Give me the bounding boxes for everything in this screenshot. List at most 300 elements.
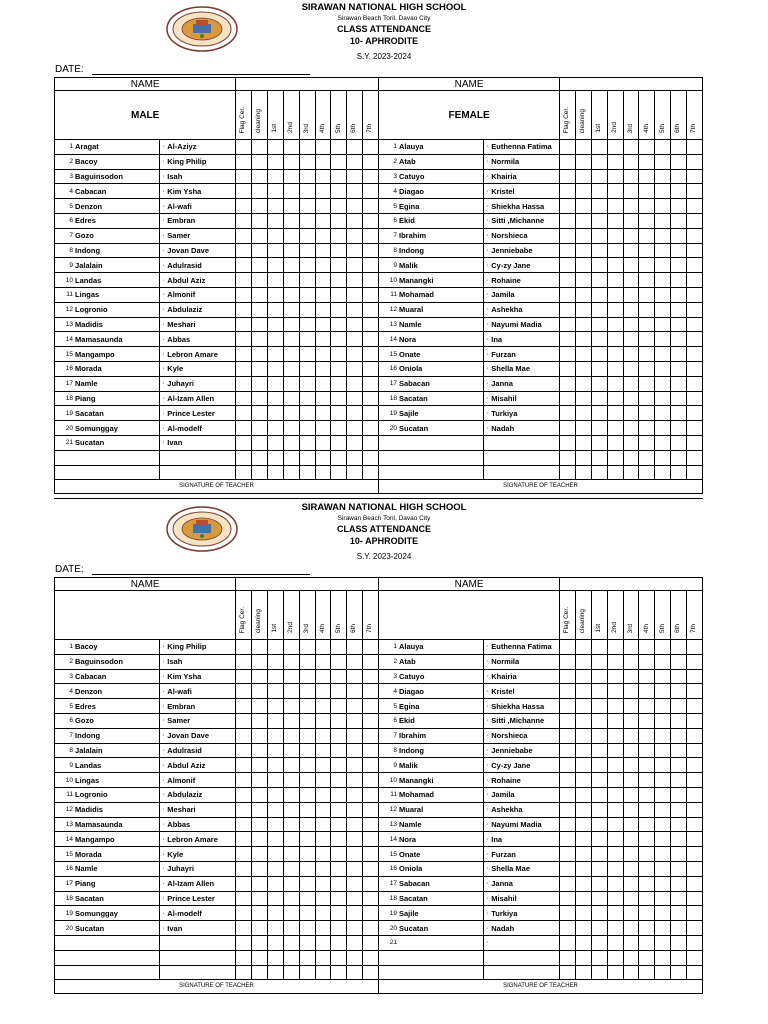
attendance-cell[interactable] bbox=[268, 347, 284, 362]
attendance-cell[interactable] bbox=[671, 243, 687, 258]
attendance-cell[interactable] bbox=[639, 699, 655, 714]
attendance-cell[interactable] bbox=[268, 847, 284, 862]
attendance-cell[interactable] bbox=[236, 391, 252, 406]
attendance-cell[interactable] bbox=[331, 169, 347, 184]
attendance-cell[interactable] bbox=[607, 406, 623, 421]
attendance-cell[interactable] bbox=[639, 906, 655, 921]
attendance-cell[interactable] bbox=[252, 140, 268, 155]
attendance-cell[interactable] bbox=[607, 684, 623, 699]
attendance-cell[interactable] bbox=[576, 258, 592, 273]
attendance-cell[interactable] bbox=[687, 699, 703, 714]
attendance-cell[interactable] bbox=[347, 965, 363, 980]
attendance-cell[interactable] bbox=[687, 921, 703, 936]
attendance-cell[interactable] bbox=[315, 361, 331, 376]
attendance-cell[interactable] bbox=[299, 347, 315, 362]
attendance-cell[interactable] bbox=[623, 654, 639, 669]
attendance-cell[interactable] bbox=[576, 376, 592, 391]
attendance-cell[interactable] bbox=[252, 817, 268, 832]
attendance-cell[interactable] bbox=[299, 169, 315, 184]
attendance-cell[interactable] bbox=[252, 435, 268, 450]
attendance-cell[interactable] bbox=[299, 758, 315, 773]
attendance-cell[interactable] bbox=[576, 876, 592, 891]
attendance-cell[interactable] bbox=[331, 699, 347, 714]
attendance-cell[interactable] bbox=[591, 140, 607, 155]
attendance-cell[interactable] bbox=[299, 406, 315, 421]
attendance-cell[interactable] bbox=[236, 728, 252, 743]
attendance-cell[interactable] bbox=[560, 228, 576, 243]
attendance-cell[interactable] bbox=[591, 669, 607, 684]
attendance-cell[interactable] bbox=[236, 876, 252, 891]
attendance-cell[interactable] bbox=[315, 465, 331, 480]
attendance-cell[interactable] bbox=[607, 376, 623, 391]
attendance-cell[interactable] bbox=[607, 640, 623, 655]
attendance-cell[interactable] bbox=[252, 287, 268, 302]
attendance-cell[interactable] bbox=[623, 347, 639, 362]
attendance-cell[interactable] bbox=[331, 713, 347, 728]
attendance-cell[interactable] bbox=[252, 876, 268, 891]
attendance-cell[interactable] bbox=[268, 861, 284, 876]
attendance-cell[interactable] bbox=[576, 302, 592, 317]
attendance-cell[interactable] bbox=[591, 332, 607, 347]
attendance-cell[interactable] bbox=[236, 906, 252, 921]
attendance-cell[interactable] bbox=[671, 258, 687, 273]
attendance-cell[interactable] bbox=[576, 421, 592, 436]
attendance-cell[interactable] bbox=[607, 743, 623, 758]
attendance-cell[interactable] bbox=[363, 640, 379, 655]
attendance-cell[interactable] bbox=[687, 273, 703, 288]
attendance-cell[interactable] bbox=[331, 406, 347, 421]
attendance-cell[interactable] bbox=[331, 140, 347, 155]
attendance-cell[interactable] bbox=[236, 832, 252, 847]
attendance-cell[interactable] bbox=[639, 184, 655, 199]
attendance-cell[interactable] bbox=[363, 213, 379, 228]
attendance-cell[interactable] bbox=[560, 302, 576, 317]
attendance-cell[interactable] bbox=[315, 847, 331, 862]
attendance-cell[interactable] bbox=[283, 347, 299, 362]
attendance-cell[interactable] bbox=[331, 787, 347, 802]
attendance-cell[interactable] bbox=[655, 743, 671, 758]
attendance-cell[interactable] bbox=[315, 758, 331, 773]
attendance-cell[interactable] bbox=[671, 184, 687, 199]
attendance-cell[interactable] bbox=[576, 906, 592, 921]
attendance-cell[interactable] bbox=[655, 654, 671, 669]
attendance-cell[interactable] bbox=[639, 713, 655, 728]
attendance-cell[interactable] bbox=[560, 169, 576, 184]
attendance-cell[interactable] bbox=[655, 861, 671, 876]
attendance-cell[interactable] bbox=[331, 861, 347, 876]
attendance-cell[interactable] bbox=[299, 743, 315, 758]
attendance-cell[interactable] bbox=[299, 935, 315, 950]
attendance-cell[interactable] bbox=[671, 743, 687, 758]
attendance-cell[interactable] bbox=[331, 213, 347, 228]
attendance-cell[interactable] bbox=[687, 787, 703, 802]
attendance-cell[interactable] bbox=[283, 935, 299, 950]
attendance-cell[interactable] bbox=[252, 317, 268, 332]
attendance-cell[interactable] bbox=[347, 184, 363, 199]
attendance-cell[interactable] bbox=[299, 435, 315, 450]
attendance-cell[interactable] bbox=[268, 465, 284, 480]
attendance-cell[interactable] bbox=[591, 213, 607, 228]
attendance-cell[interactable] bbox=[363, 421, 379, 436]
attendance-cell[interactable] bbox=[671, 876, 687, 891]
attendance-cell[interactable] bbox=[591, 376, 607, 391]
attendance-cell[interactable] bbox=[591, 435, 607, 450]
attendance-cell[interactable] bbox=[591, 713, 607, 728]
attendance-cell[interactable] bbox=[671, 950, 687, 965]
attendance-cell[interactable] bbox=[576, 935, 592, 950]
attendance-cell[interactable] bbox=[560, 654, 576, 669]
attendance-cell[interactable] bbox=[283, 921, 299, 936]
attendance-cell[interactable] bbox=[299, 199, 315, 214]
attendance-cell[interactable] bbox=[671, 802, 687, 817]
attendance-cell[interactable] bbox=[315, 684, 331, 699]
attendance-cell[interactable] bbox=[268, 184, 284, 199]
attendance-cell[interactable] bbox=[363, 743, 379, 758]
attendance-cell[interactable] bbox=[639, 861, 655, 876]
attendance-cell[interactable] bbox=[347, 347, 363, 362]
attendance-cell[interactable] bbox=[607, 421, 623, 436]
attendance-cell[interactable] bbox=[671, 435, 687, 450]
attendance-cell[interactable] bbox=[607, 787, 623, 802]
attendance-cell[interactable] bbox=[315, 669, 331, 684]
attendance-cell[interactable] bbox=[639, 332, 655, 347]
attendance-cell[interactable] bbox=[236, 406, 252, 421]
attendance-cell[interactable] bbox=[347, 935, 363, 950]
attendance-cell[interactable] bbox=[591, 699, 607, 714]
attendance-cell[interactable] bbox=[268, 669, 284, 684]
attendance-cell[interactable] bbox=[283, 169, 299, 184]
attendance-cell[interactable] bbox=[283, 906, 299, 921]
attendance-cell[interactable] bbox=[671, 406, 687, 421]
attendance-cell[interactable] bbox=[268, 302, 284, 317]
attendance-cell[interactable] bbox=[283, 758, 299, 773]
attendance-cell[interactable] bbox=[560, 640, 576, 655]
attendance-cell[interactable] bbox=[671, 921, 687, 936]
attendance-cell[interactable] bbox=[607, 347, 623, 362]
attendance-cell[interactable] bbox=[299, 891, 315, 906]
attendance-cell[interactable] bbox=[268, 361, 284, 376]
attendance-cell[interactable] bbox=[236, 640, 252, 655]
attendance-cell[interactable] bbox=[607, 847, 623, 862]
attendance-cell[interactable] bbox=[671, 169, 687, 184]
attendance-cell[interactable] bbox=[576, 640, 592, 655]
attendance-cell[interactable] bbox=[268, 906, 284, 921]
attendance-cell[interactable] bbox=[687, 421, 703, 436]
attendance-cell[interactable] bbox=[252, 906, 268, 921]
attendance-cell[interactable] bbox=[671, 213, 687, 228]
attendance-cell[interactable] bbox=[560, 287, 576, 302]
attendance-cell[interactable] bbox=[639, 640, 655, 655]
attendance-cell[interactable] bbox=[623, 450, 639, 465]
attendance-cell[interactable] bbox=[639, 847, 655, 862]
attendance-cell[interactable] bbox=[671, 906, 687, 921]
attendance-cell[interactable] bbox=[236, 347, 252, 362]
attendance-cell[interactable] bbox=[591, 965, 607, 980]
attendance-cell[interactable] bbox=[268, 743, 284, 758]
attendance-cell[interactable] bbox=[347, 728, 363, 743]
attendance-cell[interactable] bbox=[576, 435, 592, 450]
attendance-cell[interactable] bbox=[315, 728, 331, 743]
attendance-cell[interactable] bbox=[363, 906, 379, 921]
attendance-cell[interactable] bbox=[639, 347, 655, 362]
attendance-cell[interactable] bbox=[363, 169, 379, 184]
attendance-cell[interactable] bbox=[315, 406, 331, 421]
attendance-cell[interactable] bbox=[560, 406, 576, 421]
attendance-cell[interactable] bbox=[347, 787, 363, 802]
attendance-cell[interactable] bbox=[347, 140, 363, 155]
attendance-cell[interactable] bbox=[639, 876, 655, 891]
attendance-cell[interactable] bbox=[591, 258, 607, 273]
attendance-cell[interactable] bbox=[252, 861, 268, 876]
attendance-cell[interactable] bbox=[283, 273, 299, 288]
attendance-cell[interactable] bbox=[671, 669, 687, 684]
attendance-cell[interactable] bbox=[236, 199, 252, 214]
attendance-cell[interactable] bbox=[347, 906, 363, 921]
attendance-cell[interactable] bbox=[639, 317, 655, 332]
attendance-cell[interactable] bbox=[639, 802, 655, 817]
attendance-cell[interactable] bbox=[687, 817, 703, 832]
attendance-cell[interactable] bbox=[331, 758, 347, 773]
attendance-cell[interactable] bbox=[623, 861, 639, 876]
attendance-cell[interactable] bbox=[252, 213, 268, 228]
attendance-cell[interactable] bbox=[236, 184, 252, 199]
attendance-cell[interactable] bbox=[560, 154, 576, 169]
attendance-cell[interactable] bbox=[363, 258, 379, 273]
attendance-cell[interactable] bbox=[236, 169, 252, 184]
attendance-cell[interactable] bbox=[607, 891, 623, 906]
attendance-cell[interactable] bbox=[236, 891, 252, 906]
attendance-cell[interactable] bbox=[347, 832, 363, 847]
attendance-cell[interactable] bbox=[252, 699, 268, 714]
attendance-cell[interactable] bbox=[283, 876, 299, 891]
attendance-cell[interactable] bbox=[687, 435, 703, 450]
attendance-cell[interactable] bbox=[623, 950, 639, 965]
attendance-cell[interactable] bbox=[347, 213, 363, 228]
attendance-cell[interactable] bbox=[252, 450, 268, 465]
attendance-cell[interactable] bbox=[331, 361, 347, 376]
attendance-cell[interactable] bbox=[623, 669, 639, 684]
attendance-cell[interactable] bbox=[560, 817, 576, 832]
attendance-cell[interactable] bbox=[236, 847, 252, 862]
attendance-cell[interactable] bbox=[671, 965, 687, 980]
attendance-cell[interactable] bbox=[576, 832, 592, 847]
attendance-cell[interactable] bbox=[655, 891, 671, 906]
attendance-cell[interactable] bbox=[576, 228, 592, 243]
attendance-cell[interactable] bbox=[687, 184, 703, 199]
attendance-cell[interactable] bbox=[252, 921, 268, 936]
attendance-cell[interactable] bbox=[687, 302, 703, 317]
attendance-cell[interactable] bbox=[268, 258, 284, 273]
attendance-cell[interactable] bbox=[591, 184, 607, 199]
attendance-cell[interactable] bbox=[687, 906, 703, 921]
attendance-cell[interactable] bbox=[623, 802, 639, 817]
attendance-cell[interactable] bbox=[315, 906, 331, 921]
attendance-cell[interactable] bbox=[347, 699, 363, 714]
attendance-cell[interactable] bbox=[268, 935, 284, 950]
attendance-cell[interactable] bbox=[576, 891, 592, 906]
attendance-cell[interactable] bbox=[252, 273, 268, 288]
attendance-cell[interactable] bbox=[591, 302, 607, 317]
attendance-cell[interactable] bbox=[315, 258, 331, 273]
attendance-cell[interactable] bbox=[331, 450, 347, 465]
attendance-cell[interactable] bbox=[671, 787, 687, 802]
date-field[interactable] bbox=[92, 574, 310, 575]
attendance-cell[interactable] bbox=[363, 450, 379, 465]
attendance-cell[interactable] bbox=[607, 669, 623, 684]
attendance-cell[interactable] bbox=[299, 773, 315, 788]
attendance-cell[interactable] bbox=[671, 684, 687, 699]
attendance-cell[interactable] bbox=[671, 317, 687, 332]
attendance-cell[interactable] bbox=[331, 891, 347, 906]
attendance-cell[interactable] bbox=[299, 654, 315, 669]
attendance-cell[interactable] bbox=[283, 965, 299, 980]
attendance-cell[interactable] bbox=[639, 684, 655, 699]
attendance-cell[interactable] bbox=[576, 317, 592, 332]
attendance-cell[interactable] bbox=[591, 169, 607, 184]
attendance-cell[interactable] bbox=[576, 921, 592, 936]
attendance-cell[interactable] bbox=[315, 802, 331, 817]
attendance-cell[interactable] bbox=[283, 435, 299, 450]
attendance-cell[interactable] bbox=[591, 684, 607, 699]
attendance-cell[interactable] bbox=[299, 876, 315, 891]
attendance-cell[interactable] bbox=[363, 728, 379, 743]
attendance-cell[interactable] bbox=[560, 361, 576, 376]
attendance-cell[interactable] bbox=[283, 950, 299, 965]
attendance-cell[interactable] bbox=[623, 213, 639, 228]
attendance-cell[interactable] bbox=[252, 184, 268, 199]
attendance-cell[interactable] bbox=[283, 154, 299, 169]
attendance-cell[interactable] bbox=[607, 391, 623, 406]
attendance-cell[interactable] bbox=[655, 728, 671, 743]
attendance-cell[interactable] bbox=[347, 287, 363, 302]
attendance-cell[interactable] bbox=[560, 847, 576, 862]
attendance-cell[interactable] bbox=[268, 965, 284, 980]
attendance-cell[interactable] bbox=[347, 876, 363, 891]
attendance-cell[interactable] bbox=[671, 699, 687, 714]
attendance-cell[interactable] bbox=[347, 743, 363, 758]
attendance-cell[interactable] bbox=[671, 773, 687, 788]
attendance-cell[interactable] bbox=[283, 199, 299, 214]
attendance-cell[interactable] bbox=[299, 950, 315, 965]
attendance-cell[interactable] bbox=[607, 184, 623, 199]
attendance-cell[interactable] bbox=[623, 876, 639, 891]
attendance-cell[interactable] bbox=[623, 699, 639, 714]
attendance-cell[interactable] bbox=[236, 450, 252, 465]
attendance-cell[interactable] bbox=[252, 773, 268, 788]
attendance-cell[interactable] bbox=[252, 154, 268, 169]
attendance-cell[interactable] bbox=[331, 302, 347, 317]
attendance-cell[interactable] bbox=[671, 391, 687, 406]
attendance-cell[interactable] bbox=[655, 950, 671, 965]
attendance-cell[interactable] bbox=[299, 861, 315, 876]
attendance-cell[interactable] bbox=[560, 669, 576, 684]
attendance-cell[interactable] bbox=[331, 391, 347, 406]
attendance-cell[interactable] bbox=[591, 728, 607, 743]
attendance-cell[interactable] bbox=[252, 654, 268, 669]
attendance-cell[interactable] bbox=[639, 950, 655, 965]
attendance-cell[interactable] bbox=[623, 169, 639, 184]
attendance-cell[interactable] bbox=[236, 376, 252, 391]
attendance-cell[interactable] bbox=[268, 713, 284, 728]
attendance-cell[interactable] bbox=[655, 154, 671, 169]
attendance-cell[interactable] bbox=[639, 421, 655, 436]
attendance-cell[interactable] bbox=[299, 273, 315, 288]
attendance-cell[interactable] bbox=[315, 421, 331, 436]
attendance-cell[interactable] bbox=[655, 184, 671, 199]
attendance-cell[interactable] bbox=[299, 728, 315, 743]
attendance-cell[interactable] bbox=[236, 332, 252, 347]
attendance-cell[interactable] bbox=[623, 640, 639, 655]
attendance-cell[interactable] bbox=[591, 361, 607, 376]
attendance-cell[interactable] bbox=[687, 891, 703, 906]
attendance-cell[interactable] bbox=[315, 713, 331, 728]
attendance-cell[interactable] bbox=[687, 391, 703, 406]
attendance-cell[interactable] bbox=[236, 965, 252, 980]
attendance-cell[interactable] bbox=[671, 287, 687, 302]
attendance-cell[interactable] bbox=[315, 817, 331, 832]
attendance-cell[interactable] bbox=[299, 421, 315, 436]
attendance-cell[interactable] bbox=[315, 169, 331, 184]
attendance-cell[interactable] bbox=[268, 213, 284, 228]
attendance-cell[interactable] bbox=[655, 302, 671, 317]
attendance-cell[interactable] bbox=[268, 332, 284, 347]
attendance-cell[interactable] bbox=[363, 302, 379, 317]
attendance-cell[interactable] bbox=[315, 773, 331, 788]
attendance-cell[interactable] bbox=[236, 669, 252, 684]
attendance-cell[interactable] bbox=[268, 228, 284, 243]
attendance-cell[interactable] bbox=[347, 273, 363, 288]
attendance-cell[interactable] bbox=[268, 921, 284, 936]
attendance-cell[interactable] bbox=[347, 654, 363, 669]
attendance-cell[interactable] bbox=[236, 213, 252, 228]
attendance-cell[interactable] bbox=[623, 243, 639, 258]
attendance-cell[interactable] bbox=[252, 950, 268, 965]
attendance-cell[interactable] bbox=[299, 376, 315, 391]
attendance-cell[interactable] bbox=[576, 965, 592, 980]
attendance-cell[interactable] bbox=[560, 332, 576, 347]
attendance-cell[interactable] bbox=[283, 391, 299, 406]
attendance-cell[interactable] bbox=[607, 713, 623, 728]
attendance-cell[interactable] bbox=[252, 391, 268, 406]
attendance-cell[interactable] bbox=[347, 802, 363, 817]
attendance-cell[interactable] bbox=[591, 817, 607, 832]
attendance-cell[interactable] bbox=[315, 243, 331, 258]
attendance-cell[interactable] bbox=[252, 728, 268, 743]
attendance-cell[interactable] bbox=[268, 654, 284, 669]
attendance-cell[interactable] bbox=[591, 421, 607, 436]
attendance-cell[interactable] bbox=[283, 669, 299, 684]
attendance-cell[interactable] bbox=[347, 154, 363, 169]
attendance-cell[interactable] bbox=[299, 847, 315, 862]
attendance-cell[interactable] bbox=[623, 184, 639, 199]
attendance-cell[interactable] bbox=[576, 184, 592, 199]
attendance-cell[interactable] bbox=[623, 391, 639, 406]
attendance-cell[interactable] bbox=[560, 421, 576, 436]
attendance-cell[interactable] bbox=[671, 302, 687, 317]
attendance-cell[interactable] bbox=[655, 435, 671, 450]
attendance-cell[interactable] bbox=[363, 758, 379, 773]
attendance-cell[interactable] bbox=[607, 361, 623, 376]
attendance-cell[interactable] bbox=[607, 273, 623, 288]
attendance-cell[interactable] bbox=[607, 213, 623, 228]
teacher-signature[interactable]: SIGNATURE OF TEACHER bbox=[55, 480, 379, 494]
attendance-cell[interactable] bbox=[576, 669, 592, 684]
attendance-cell[interactable] bbox=[283, 243, 299, 258]
attendance-cell[interactable] bbox=[623, 758, 639, 773]
attendance-cell[interactable] bbox=[315, 891, 331, 906]
attendance-cell[interactable] bbox=[591, 199, 607, 214]
attendance-cell[interactable] bbox=[623, 435, 639, 450]
